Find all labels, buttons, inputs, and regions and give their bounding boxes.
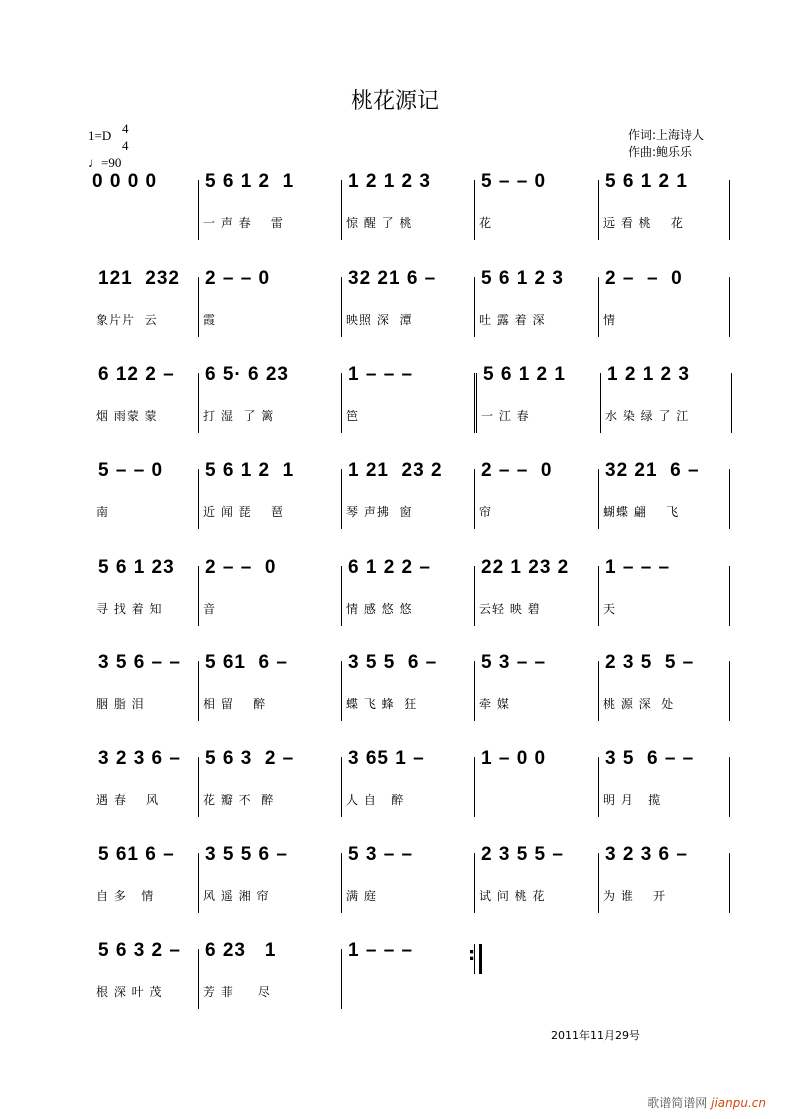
measure-lyrics: 帘 — [479, 505, 493, 519]
measure-lyrics: 风 遥 湘 帘 — [203, 889, 270, 903]
measure-notes: 3 2 3 6 – — [605, 844, 688, 865]
measure — [341, 364, 474, 433]
measure-notes: 5 – – 0 — [481, 171, 547, 192]
measure — [341, 940, 474, 1009]
measure — [92, 940, 198, 1009]
measure — [598, 652, 730, 721]
score-line — [92, 652, 730, 721]
measure-notes: 2 – – 0 — [481, 460, 553, 481]
measure-notes: 2 3 5 5 – — [605, 652, 695, 673]
measure — [198, 844, 341, 913]
measure — [341, 652, 474, 721]
measure — [198, 268, 341, 337]
measure — [92, 557, 198, 626]
measure-notes: 22 1 23 2 — [481, 557, 570, 578]
measure-notes: 5 6 1 23 — [98, 557, 175, 578]
measure — [341, 557, 474, 626]
measure — [92, 652, 198, 721]
measure-lyrics: 远 看 桃 花 — [603, 216, 684, 230]
measure — [198, 171, 341, 240]
measure-notes: 5 61 6 – — [98, 844, 175, 865]
watermark-cn: 歌谱简谱网 — [647, 1096, 708, 1110]
watermark-en: jianpu.cn — [711, 1096, 766, 1110]
measure-notes: 1 2 1 2 3 — [348, 171, 431, 192]
score-line — [92, 557, 730, 626]
measure — [474, 557, 598, 626]
score-line — [92, 844, 730, 913]
measure — [474, 844, 598, 913]
measure — [198, 364, 341, 433]
measure-notes: 1 – 0 0 — [481, 748, 547, 769]
measure — [341, 268, 474, 337]
measure-notes: 2 3 5 5 – — [481, 844, 564, 865]
measure-notes: 6 1 2 2 – — [348, 557, 431, 578]
measure-notes: 3 2 3 6 – — [98, 748, 181, 769]
measure-notes: 5 6 1 2 1 — [483, 364, 566, 385]
measure-lyrics: 吐 露 着 深 — [479, 313, 546, 327]
measure — [198, 940, 341, 1009]
score-line — [92, 364, 732, 433]
measure-lyrics: 芳 菲 尽 — [203, 985, 271, 999]
lyricist: 作词:上海诗人 — [628, 128, 705, 142]
measure-lyrics: 为 谁 开 — [603, 889, 667, 903]
measure — [341, 748, 474, 817]
measure-lyrics: 一 江 春 — [481, 409, 530, 423]
measure — [474, 364, 600, 433]
measure-notes: 1 – – – — [605, 557, 671, 578]
measure-notes: 0 0 0 0 — [92, 171, 158, 192]
measure — [598, 460, 730, 529]
quarter-note-icon: ♩ — [88, 155, 101, 170]
measure — [92, 844, 198, 913]
measure-notes: 5 61 6 – — [205, 652, 288, 673]
measure — [598, 557, 730, 626]
measure-lyrics: 烟 雨蒙 蒙 — [96, 409, 158, 423]
measure — [474, 460, 598, 529]
tempo-value: =90 — [101, 155, 122, 170]
measure — [598, 268, 730, 337]
measure-lyrics: 打 湿 了 篱 — [203, 409, 275, 423]
score-line — [92, 460, 730, 529]
measure-lyrics: 一 声 春 雷 — [203, 216, 284, 230]
composer: 作曲:鲍乐乐 — [628, 145, 693, 159]
measure-notes: 5 6 1 2 1 — [605, 171, 688, 192]
measure-notes: 5 6 1 2 3 — [481, 268, 564, 289]
measure-lyrics: 相 留 醉 — [203, 697, 267, 711]
measure — [474, 171, 598, 240]
measure-lyrics: 人 自 醉 — [346, 793, 405, 807]
measure — [198, 557, 341, 626]
measure-notes: 2 – – 0 — [205, 268, 271, 289]
measure-notes: 5 3 – – — [481, 652, 547, 673]
score-line — [92, 171, 730, 240]
measure — [474, 652, 598, 721]
measure — [598, 748, 730, 817]
measure-notes: 6 23 1 — [205, 940, 277, 961]
measure-notes: 3 65 1 – — [348, 748, 425, 769]
repeat-end-dots: : — [468, 944, 476, 965]
measure-lyrics: 试 问 桃 花 — [479, 889, 546, 903]
measure — [92, 748, 198, 817]
measure-notes: 6 12 2 – — [98, 364, 175, 385]
measure-lyrics: 满 庭 — [346, 889, 377, 903]
measure-notes: 2 – – 0 — [205, 557, 277, 578]
measure-notes: 1 – – – — [348, 940, 414, 961]
measure-lyrics: 遇 春 风 — [96, 793, 160, 807]
measure-lyrics: 近 闻 琵 琶 — [203, 505, 284, 519]
measure-lyrics: 水 染 绿 了 江 — [605, 409, 690, 423]
measure-notes: 2 – – 0 — [605, 268, 683, 289]
measure-notes: 1 – – – — [348, 364, 414, 385]
measure — [341, 171, 474, 240]
score-line — [92, 268, 730, 337]
measure-lyrics: 胭 脂 泪 — [96, 697, 145, 711]
measure — [474, 268, 598, 337]
measure-lyrics: 云轻 映 碧 — [479, 602, 541, 616]
measure-lyrics: 惊 醒 了 桃 — [346, 216, 413, 230]
time-signature — [122, 120, 129, 154]
measure-lyrics: 牵 媒 — [479, 697, 510, 711]
measure-notes: 3 5 5 6 – — [205, 844, 288, 865]
time-signature-top: 4 — [122, 121, 129, 136]
measure — [198, 460, 341, 529]
measure — [198, 652, 341, 721]
measure-lyrics: 映照 深 潭 — [346, 313, 413, 327]
measure-notes: 32 21 6 – — [348, 268, 437, 289]
measure-lyrics: 音 — [203, 602, 217, 616]
measure-notes: 3 5 6 – – — [605, 748, 695, 769]
measure — [198, 748, 341, 817]
measure-lyrics: 天 — [603, 602, 617, 616]
measure-notes: 5 6 1 2 1 — [205, 460, 295, 481]
measure-notes: 1 2 1 2 3 — [607, 364, 690, 385]
measure-lyrics: 象片片 云 — [96, 313, 158, 327]
measure-notes: 121 232 — [98, 268, 180, 289]
measure-lyrics: 明 月 揽 — [603, 793, 662, 807]
measure-lyrics: 情 — [603, 313, 617, 327]
measure — [92, 171, 198, 240]
measure — [92, 460, 198, 529]
measure — [474, 748, 598, 817]
measure-lyrics: 花 瓣 不 醉 — [203, 793, 275, 807]
measure-lyrics: 南 — [96, 505, 110, 519]
song-title: 桃花源记 — [350, 89, 439, 114]
measure — [341, 844, 474, 913]
measure — [598, 171, 730, 240]
measure-notes: 5 6 3 2 – — [205, 748, 295, 769]
measure-notes: 3 5 5 6 – — [348, 652, 438, 673]
measure-lyrics: 蝶 飞 蜂 狂 — [346, 697, 418, 711]
measure — [92, 268, 198, 337]
measure-notes: 32 21 6 – — [605, 460, 700, 481]
measure-lyrics: 花 — [479, 216, 493, 230]
score-line — [92, 940, 474, 1009]
measure-notes: 5 6 1 2 1 — [205, 171, 295, 192]
measure-lyrics: 霞 — [203, 313, 217, 327]
time-signature-bottom: 4 — [122, 138, 129, 153]
measure — [598, 844, 730, 913]
measure-notes: 6 5· 6 23 — [205, 364, 289, 385]
measure-lyrics: 琴 声拂 窗 — [346, 505, 413, 519]
measure-lyrics: 情 感 悠 悠 — [346, 602, 413, 616]
measure-notes: 3 5 6 – – — [98, 652, 181, 673]
measure — [600, 364, 732, 433]
measure-lyrics: 桃 源 深 处 — [603, 697, 675, 711]
measure-lyrics: 自 多 情 — [96, 889, 155, 903]
credits — [628, 127, 704, 161]
measure — [92, 364, 198, 433]
measure-lyrics: 笆 — [346, 409, 360, 423]
measure-notes: 1 21 23 2 — [348, 460, 443, 481]
measure-notes: 5 6 3 2 – — [98, 940, 181, 961]
measure-notes: 5 – – 0 — [98, 460, 164, 481]
date: 2011年11月29号 — [551, 1029, 640, 1042]
measure-lyrics: 根 深 叶 茂 — [96, 985, 163, 999]
key-signature: 1=D — [88, 128, 112, 143]
measure-notes: 5 3 – – — [348, 844, 414, 865]
measure — [341, 460, 474, 529]
score-line — [92, 748, 730, 817]
watermark — [647, 1094, 766, 1111]
measure-lyrics: 蝴蝶 翩 飞 — [603, 505, 680, 519]
measure-lyrics: 寻 找 着 知 — [96, 602, 163, 616]
final-barline — [474, 944, 482, 974]
